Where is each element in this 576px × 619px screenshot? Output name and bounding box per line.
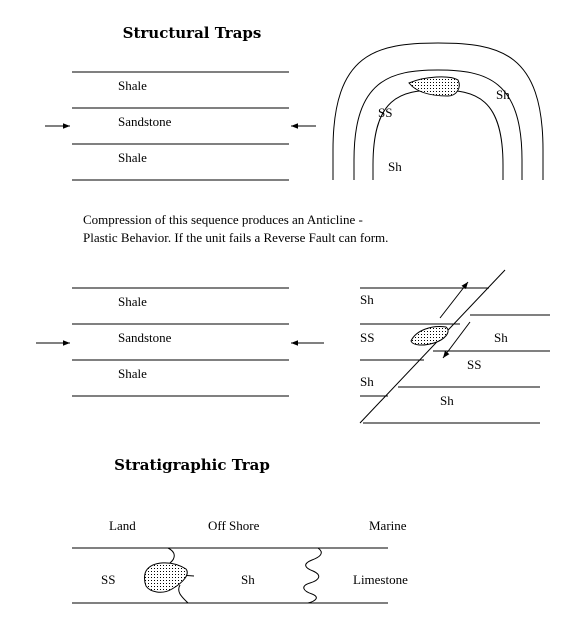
unit-label-limestone: Limestone: [353, 572, 408, 587]
structural-traps-title: Structural Traps: [122, 24, 262, 42]
layer-sequence-1: [45, 72, 316, 180]
anticline-label-outer: Sh: [496, 87, 510, 102]
reservoir-anticline: [409, 77, 459, 96]
fault-label-left-middle: SS: [360, 330, 375, 345]
layer-label-bottom: Shale: [118, 150, 147, 165]
fault-label-left-top: Sh: [360, 292, 374, 307]
facies-boundary-left-bottom: [179, 585, 188, 603]
anticline-label-inner: Sh: [388, 159, 402, 174]
anticline: [333, 43, 543, 180]
reservoir-stratigraphic: [145, 563, 188, 592]
fault-arrow-up: [440, 282, 468, 318]
layer-label-top: Shale: [118, 78, 147, 93]
zone-label-offshore: Off Shore: [208, 518, 260, 533]
zone-label-marine: Marine: [369, 518, 407, 533]
fault-label-left-bottom: Sh: [360, 374, 374, 389]
stratigraphic-section: [72, 518, 408, 603]
unit-label-ss: SS: [101, 572, 116, 587]
stratigraphic-trap-title: Stratigraphic Trap: [114, 456, 270, 474]
anticline-outer-boundary: [333, 43, 543, 180]
layer-label-top: Shale: [118, 294, 147, 309]
caption-line-2: Plastic Behavior. If the unit fails a Reverse Fault can form.: [83, 230, 389, 245]
layer-sequence-2: [36, 288, 324, 396]
layer-label-middle: Sandstone: [118, 330, 172, 345]
reverse-fault: [360, 270, 550, 423]
unit-label-sh: Sh: [241, 572, 255, 587]
fault-label-right-top: Sh: [494, 330, 508, 345]
caption-line-1: Compression of this sequence produces an Anticline -: [83, 212, 363, 227]
fault-label-right-bottom: Sh: [440, 393, 454, 408]
facies-boundary-right: [304, 548, 322, 603]
anticline-label-middle: SS: [378, 105, 393, 120]
reservoir-fault: [411, 327, 448, 345]
layer-label-bottom: Shale: [118, 366, 147, 381]
fault-plane: [360, 270, 505, 423]
layer-label-middle: Sandstone: [118, 114, 172, 129]
fault-label-right-middle: SS: [467, 357, 482, 372]
zone-label-land: Land: [109, 518, 136, 533]
